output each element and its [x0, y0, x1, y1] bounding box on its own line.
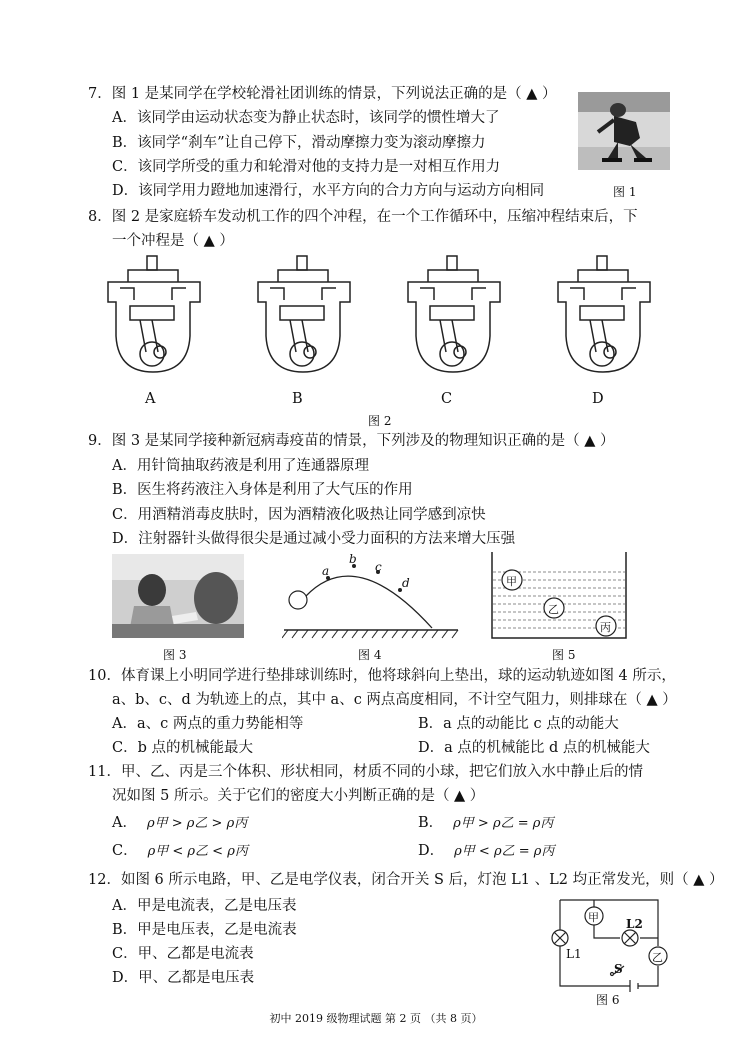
- figure-4-point-c: c: [375, 560, 382, 574]
- q7-option-a: A．该同学由运动状态变为静止状态时，该同学的惯性增大了: [112, 110, 500, 126]
- q11-option-b: [418, 813, 553, 834]
- figure-6-circuit: [548, 894, 672, 994]
- figure-3-vaccination-photo: [112, 554, 244, 638]
- figure-4-point-d: d: [402, 576, 410, 590]
- figure-1-skater-photo: [578, 92, 670, 170]
- figure-4-trajectory: [282, 552, 462, 642]
- q8-stem-line2: 一个冲程是（ ▲ ）: [112, 233, 234, 249]
- q11-option-a: [112, 813, 247, 834]
- figure-6-meter-jia: 甲: [588, 911, 599, 924]
- q11-option-a-expr: ρ甲 > ρ乙 > ρ丙: [146, 816, 248, 831]
- figure-2-engine-strokes: [100, 252, 660, 390]
- figure-5-caption: 图 5: [552, 648, 576, 662]
- q10-stem-line2: a、b、c、d 为轨迹上的点，其中 a、c 两点高度相同，不计空气阻力，则排球在（ ▲ ）: [112, 692, 677, 708]
- q9-option-c: C．用酒精消毒皮肤时，因为酒精液化吸热让同学感到凉快: [112, 507, 486, 523]
- q11-stem-line1: 11．甲、乙、丙是三个体积、形状相同，材质不同的小球，把它们放入水中静止后的情: [88, 764, 643, 780]
- q7-option-c: C．该同学所受的重力和轮滑对他的支持力是一对相互作用力: [112, 159, 501, 175]
- q10-option-b: B．a 点的动能比 c 点的动能大: [418, 716, 619, 732]
- figure-4-caption: 图 4: [358, 648, 382, 662]
- q10-option-c: C．b 点的机械能最大: [112, 740, 253, 756]
- q11-option-c-label: C．: [112, 843, 138, 859]
- figure-6-label-l2: L2: [626, 917, 643, 931]
- figure-5-ball-bing: 丙: [600, 621, 611, 634]
- q10-option-d: D．a 点的机械能比 d 点的机械能大: [418, 740, 650, 756]
- q9-option-a: A．用针筒抽取药液是利用了连通器原理: [112, 458, 369, 474]
- q7-option-d: D．该同学用力蹬地加速滑行，水平方向的合力方向与运动方向相同: [112, 183, 545, 199]
- q9-stem: 9．图 3 是某同学接种新冠病毒疫苗的情景，下列涉及的物理知识正确的是（ ▲ ）: [88, 433, 615, 449]
- q12-option-a: A．甲是电流表，乙是电压表: [112, 898, 297, 914]
- figure-5-ball-jia: 甲: [506, 575, 517, 588]
- figure-5-ball-yi: 乙: [548, 603, 559, 616]
- q7-option-b: B．该同学“刹车”让自己停下，滑动摩擦力变为滚动摩擦力: [112, 135, 486, 151]
- q11-option-b-expr: ρ甲 > ρ乙 = ρ丙: [453, 816, 554, 831]
- figure-2-caption: 图 2: [368, 414, 392, 428]
- figure-6-label-s: S: [614, 962, 623, 976]
- q10-stem-line1: 10．体育课上小明同学进行垫排球训练时，他将球斜向上垫出，球的运动轨迹如图 4 所示，: [88, 668, 676, 684]
- figure-2-label-d: D: [592, 391, 604, 407]
- q12-stem: 12．如图 6 所示电路，甲、乙是电学仪表，闭合开关 S 后，灯泡 L1 、L2 均正常发光，则（ ▲ ）: [88, 872, 724, 888]
- q7-stem: 7．图 1 是某同学在学校轮滑社团训练的情景，下列说法正确的是（ ▲ ）: [88, 86, 557, 102]
- q12-option-d: D．甲、乙都是电压表: [112, 970, 255, 986]
- q11-option-d: [418, 841, 554, 862]
- figure-6-meter-yi: 乙: [652, 951, 663, 964]
- q9-option-d: D．注射器针头做得很尖是通过减小受力面积的方法来增大压强: [112, 531, 516, 547]
- figure-2-label-b: B: [292, 391, 303, 407]
- q11-option-d-label: D．: [418, 843, 445, 859]
- figure-4-point-a: a: [322, 564, 330, 578]
- figure-2-label-a: A: [145, 391, 156, 407]
- q12-option-c: C．甲、乙都是电流表: [112, 946, 254, 962]
- q9-option-b: B．医生将药液注入身体是利用了大气压的作用: [112, 482, 413, 498]
- q8-stem-line1: 8．图 2 是家庭轿车发动机工作的四个冲程，在一个工作循环中，压缩冲程结束后，下: [88, 209, 638, 225]
- q12-option-b: B．甲是电压表，乙是电流表: [112, 922, 297, 938]
- q11-option-b-label: B．: [418, 815, 444, 831]
- q11-option-c-expr: ρ甲 < ρ乙 < ρ丙: [147, 844, 248, 859]
- q11-option-c: [112, 841, 248, 862]
- figure-3-caption: 图 3: [163, 648, 187, 662]
- figure-6-label-l1: L1: [566, 947, 582, 961]
- figure-4-point-b: b: [349, 552, 357, 566]
- q11-option-d-expr: ρ甲 < ρ乙 = ρ丙: [454, 844, 555, 859]
- figure-6-caption: 图 6: [596, 993, 620, 1007]
- q11-option-a-label: A．: [112, 815, 137, 831]
- q11-stem-line2: 况如图 5 所示。关于它们的密度大小判断正确的是（ ▲ ）: [112, 788, 485, 804]
- figure-1-caption: 图 1: [613, 185, 637, 199]
- figure-2-label-c: C: [441, 391, 453, 407]
- q10-option-a: A．a、c 两点的重力势能相等: [112, 716, 304, 732]
- page-footer: 初中 2019 级物理试题 第 2 页 （共 8 页）: [269, 1012, 483, 1025]
